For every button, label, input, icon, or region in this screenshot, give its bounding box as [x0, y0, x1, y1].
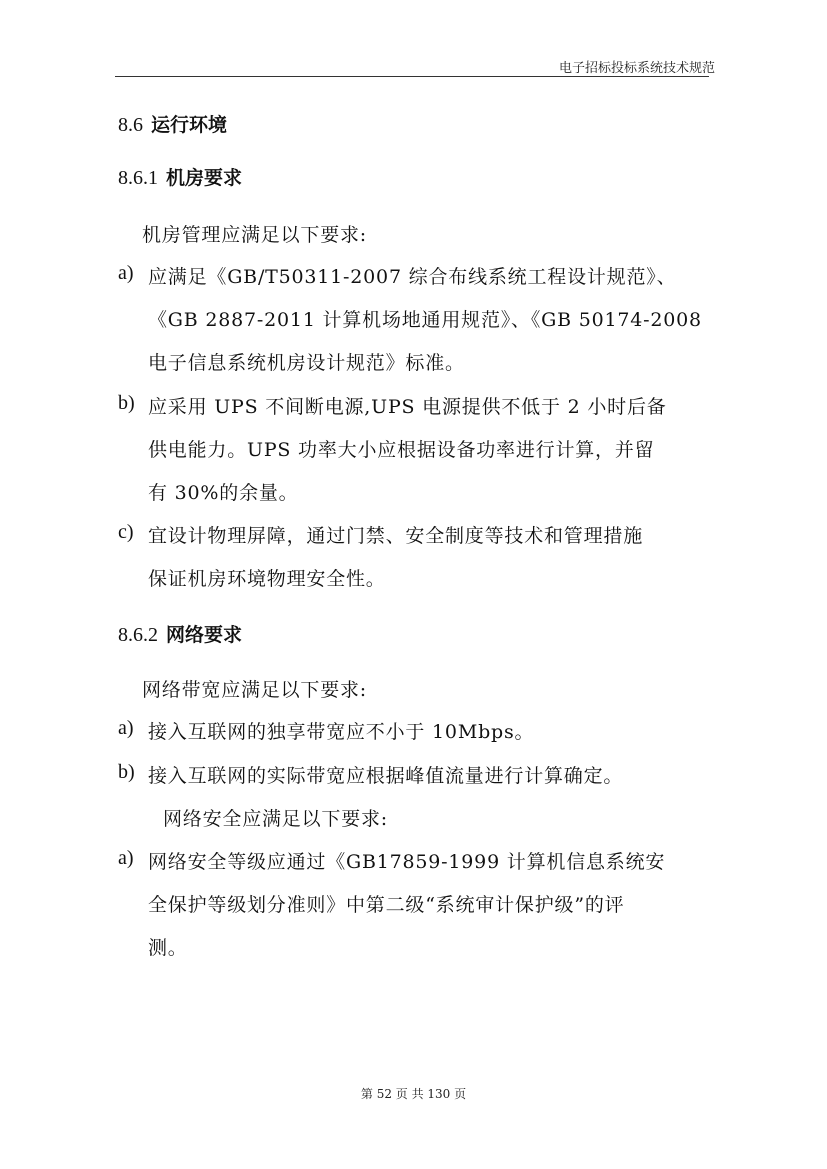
- item-b-line-1: 应采用 UPS 不间断电源,UPS 电源提供不低于 2 小时后备: [148, 396, 667, 418]
- section-8-6-2-heading: [118, 620, 242, 647]
- header-divider: [115, 76, 709, 77]
- bandwidth-intro: 网络带宽应满足以下要求:: [142, 679, 368, 701]
- list-marker: a): [118, 262, 134, 284]
- bandwidth-item-a: 接入互联网的独享带宽应不小于 10Mbps。: [148, 721, 535, 743]
- security-intro: 网络安全应满足以下要求:: [163, 808, 389, 830]
- list-marker: a): [118, 717, 134, 739]
- machine-room-intro: 机房管理应满足以下要求:: [142, 224, 368, 246]
- bandwidth-item-b: 接入互联网的实际带宽应根据峰值流量进行计算确定。: [148, 765, 624, 787]
- section-title: 机房要求: [166, 167, 243, 189]
- section-8-6-1-heading: [118, 163, 242, 190]
- security-item-a-line-2: 全保护等级划分准则》中第二级“系统审计保护级”的评: [148, 894, 625, 916]
- page-number-footer: 第 52 页 共 130 页: [360, 1087, 467, 1101]
- section-number: 8.6.1: [118, 167, 158, 189]
- section-number: 8.6: [118, 114, 143, 136]
- item-a-line-1: 应满足《GB/T50311-2007 综合布线系统工程设计规范》、: [148, 266, 677, 288]
- item-a-line-3: 电子信息系统机房设计规范》标准。: [148, 352, 465, 374]
- security-item-a-line-3: 测。: [148, 937, 188, 959]
- section-number: 8.6.2: [118, 624, 158, 646]
- list-marker: a): [118, 847, 134, 869]
- section-8-6-heading: [118, 110, 227, 137]
- list-marker: c): [118, 521, 134, 543]
- item-b-line-3: 有 30%的余量。: [148, 482, 299, 504]
- item-c-line-1: 宜设计物理屏障，通过门禁、安全制度等技术和管理措施: [148, 525, 644, 547]
- item-c-line-2: 保证机房环境物理安全性。: [148, 568, 386, 590]
- list-marker: b): [118, 761, 135, 783]
- section-title: 运行环境: [151, 114, 228, 136]
- item-a-line-2: 《GB 2887-2011 计算机场地通用规范》、《GB 50174-2008: [148, 309, 702, 331]
- list-marker: b): [118, 392, 135, 414]
- running-header: 电子招标投标系统技术规范: [558, 61, 715, 76]
- item-b-line-2: 供电能力。UPS 功率大小应根据设备功率进行计算，并留: [148, 439, 655, 461]
- section-title: 网络要求: [166, 624, 243, 646]
- security-item-a-line-1: 网络安全等级应通过《GB17859-1999 计算机信息系统安: [148, 851, 666, 873]
